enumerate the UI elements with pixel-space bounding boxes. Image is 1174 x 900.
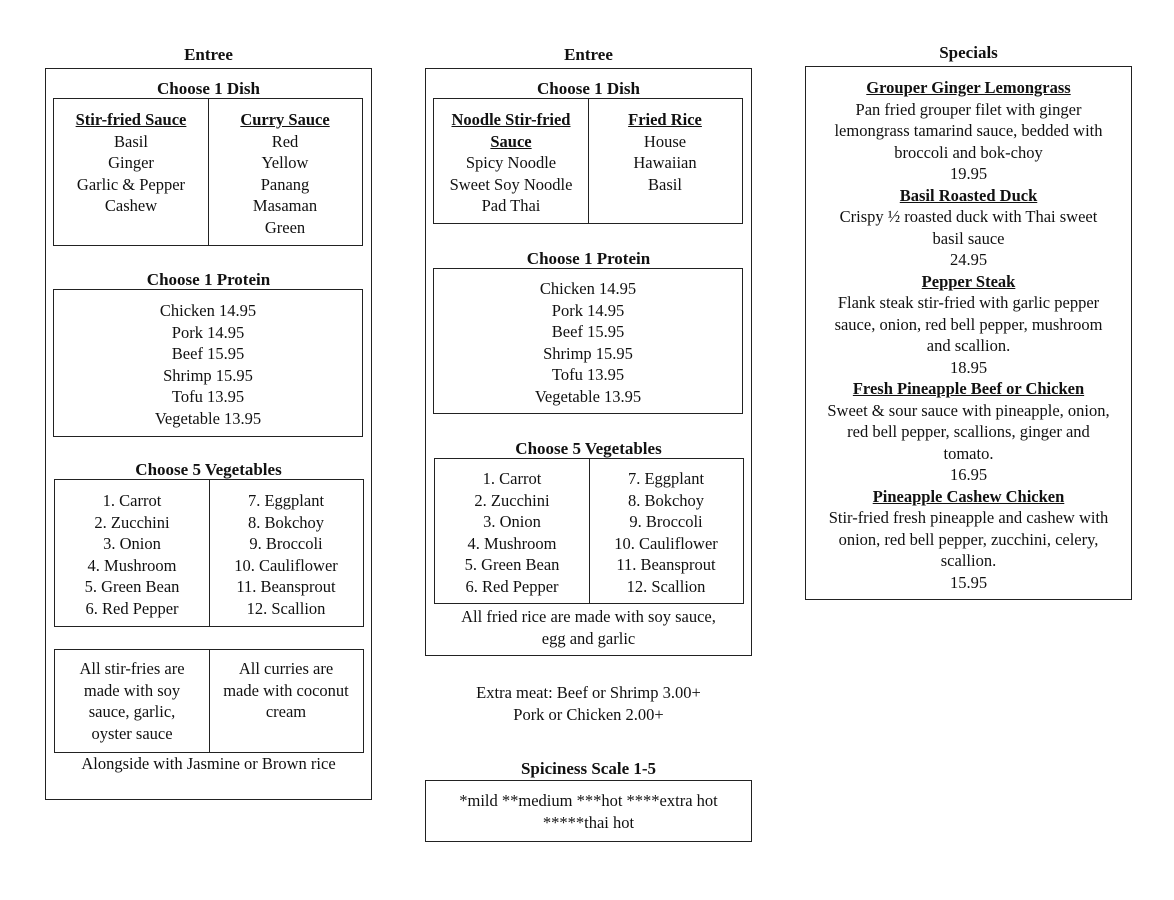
note-line: sauce, garlic, xyxy=(88,702,176,721)
stir-fried-sauce-header: Stir-fried Sauce xyxy=(75,110,187,129)
list-item: 9. Broccoli xyxy=(249,534,323,553)
special-price: 18.95 xyxy=(949,357,988,377)
special-desc: broccoli and bok-choy xyxy=(894,142,1043,162)
note-line: All fried rice are made with soy sauce, xyxy=(461,607,716,626)
special-desc: basil sauce xyxy=(932,228,1005,248)
list-item: 12. Scallion xyxy=(246,598,326,618)
list-item: Sweet Soy Noodle xyxy=(449,174,573,194)
spiciness-title: Spiciness Scale 1-5 xyxy=(520,759,657,778)
veg-left-column xyxy=(55,490,209,619)
specials-list xyxy=(806,77,1131,593)
special-name: Grouper Ginger Lemongrass xyxy=(866,78,1071,97)
list-item: 9. Broccoli xyxy=(629,512,703,531)
curry-note xyxy=(209,658,363,723)
special-price: 19.95 xyxy=(949,164,988,183)
list-item: 10. Cauliflower xyxy=(614,533,718,553)
col1-protein-table xyxy=(53,289,363,437)
list-item: Panang xyxy=(260,174,310,194)
list-item: 7. Eggplant xyxy=(627,469,705,488)
protein-list xyxy=(54,300,362,429)
list-item: 6. Red Pepper xyxy=(85,598,179,618)
special-desc: scallion. xyxy=(940,551,997,570)
list-item: Ginger xyxy=(108,153,154,172)
col1-footer-note: Alongside with Jasmine or Brown rice xyxy=(81,754,336,773)
list-item: 1. Carrot xyxy=(102,491,162,510)
list-item: Pad Thai xyxy=(481,196,541,215)
special-name: Fresh Pineapple Beef or Chicken xyxy=(852,379,1085,398)
list-item: Yellow xyxy=(261,153,309,172)
special-desc: Flank steak stir-fried with garlic pepper xyxy=(837,293,1100,312)
col1-notes-table xyxy=(54,649,364,753)
list-item: 11. Beansprout xyxy=(616,555,716,574)
list-item: Vegetable 13.95 xyxy=(154,408,262,428)
list-item: 8. Bokchoy xyxy=(627,490,705,510)
special-desc: onion, red bell pepper, zucchini, celery, xyxy=(838,529,1099,549)
col1-panel xyxy=(45,68,372,800)
col1-title: Entree xyxy=(184,45,233,64)
curry-sauce-header: Curry Sauce xyxy=(240,110,330,129)
veg-right-column xyxy=(209,490,363,619)
col2-dish-table xyxy=(433,98,743,224)
col1-dish-title: Choose 1 Dish xyxy=(157,79,260,98)
protein-list xyxy=(434,278,742,407)
col2-veg-table xyxy=(434,458,744,604)
list-item: 3. Onion xyxy=(483,512,541,531)
col1-veg-title: Choose 5 Vegetables xyxy=(135,460,282,479)
note-line: All curries are xyxy=(238,659,334,678)
list-item: 4. Mushroom xyxy=(87,555,177,575)
col1-protein-title: Choose 1 Protein xyxy=(146,270,271,289)
special-desc: Stir-fried fresh pineapple and cashew with xyxy=(828,508,1109,527)
special-name: Pineapple Cashew Chicken xyxy=(872,486,1065,506)
list-item: Masaman xyxy=(252,196,318,215)
list-item: 12. Scallion xyxy=(626,576,706,596)
list-item: Green xyxy=(264,217,306,237)
note-line: *mild **medium ***hot ****extra hot xyxy=(459,791,718,810)
list-item: 6. Red Pepper xyxy=(465,576,559,596)
list-item: Beef 15.95 xyxy=(551,322,625,341)
list-item: Vegetable 13.95 xyxy=(534,386,642,406)
list-item: Chicken 14.95 xyxy=(159,301,257,320)
special-price: 15.95 xyxy=(949,572,988,592)
note-line: *****thai hot xyxy=(542,812,635,832)
noodle-header: Noodle Stir-fried xyxy=(451,110,571,129)
list-item: Pork 14.95 xyxy=(171,322,245,342)
note-line: Pork or Chicken 2.00+ xyxy=(513,704,664,724)
list-item: 2. Zucchini xyxy=(474,490,550,510)
col2-protein-title: Choose 1 Protein xyxy=(526,249,651,268)
list-item: Tofu 13.95 xyxy=(171,387,245,406)
note-line: made with coconut xyxy=(223,680,349,700)
col1-dish-table xyxy=(53,98,363,246)
stir-fry-note xyxy=(55,658,209,744)
list-item: Spicy Noodle xyxy=(465,153,557,172)
list-item: Pork 14.95 xyxy=(551,300,625,320)
note-line: All stir-fries are xyxy=(79,659,185,678)
special-price: 24.95 xyxy=(949,250,988,269)
special-desc: tomato. xyxy=(943,443,994,463)
note-line: made with soy xyxy=(83,680,181,700)
list-item: Shrimp 15.95 xyxy=(543,343,633,363)
list-item: 11. Beansprout xyxy=(236,577,336,596)
list-item: 3. Onion xyxy=(103,534,161,553)
note-line: oyster sauce xyxy=(91,723,173,743)
list-item: 1. Carrot xyxy=(482,469,542,488)
col1-veg-table xyxy=(54,479,364,627)
special-desc: Sweet & sour sauce with pineapple, onion, xyxy=(827,400,1110,420)
list-item: 4. Mushroom xyxy=(467,533,557,553)
special-desc: and scallion. xyxy=(926,336,1011,355)
list-item: Garlic & Pepper xyxy=(76,174,186,194)
list-item: 5. Green Bean xyxy=(84,577,180,596)
list-item: 7. Eggplant xyxy=(247,491,325,510)
special-desc: sauce, onion, red bell pepper, mushroom xyxy=(834,314,1103,334)
note-line: cream xyxy=(265,702,307,721)
spiciness-box xyxy=(425,780,752,842)
specials-title: Specials xyxy=(939,43,998,62)
list-item: Beef 15.95 xyxy=(171,344,245,363)
list-item: 5. Green Bean xyxy=(464,555,560,574)
special-desc: lemongrass tamarind sauce, bedded with xyxy=(834,121,1103,140)
noodle-column xyxy=(434,109,588,217)
list-item: 8. Bokchoy xyxy=(247,512,325,532)
fried-rice-header: Fried Rice xyxy=(628,110,702,129)
list-item: Basil xyxy=(114,131,148,151)
col2-panel xyxy=(425,68,752,656)
extra-meat-note xyxy=(425,682,752,725)
col2-veg-title: Choose 5 Vegetables xyxy=(515,439,662,458)
col2-title: Entree xyxy=(564,45,613,64)
note-line: egg and garlic xyxy=(541,628,636,648)
special-name: Basil Roasted Duck xyxy=(899,185,1038,205)
list-item: 2. Zucchini xyxy=(94,512,170,532)
fried-rice-note xyxy=(426,606,751,649)
stir-fried-sauce-column xyxy=(54,109,208,217)
col2-protein-table xyxy=(433,268,743,414)
col2-dish-title: Choose 1 Dish xyxy=(537,79,640,98)
fried-rice-column xyxy=(588,109,742,195)
list-item: Chicken 14.95 xyxy=(539,279,637,298)
special-desc: Pan fried grouper filet with ginger xyxy=(855,99,1082,119)
list-item: Red xyxy=(271,131,299,151)
list-item: Tofu 13.95 xyxy=(551,365,625,384)
curry-sauce-column xyxy=(208,109,362,238)
list-item: 10. Cauliflower xyxy=(234,555,338,575)
note-line: Extra meat: Beef or Shrimp 3.00+ xyxy=(476,683,701,702)
special-name: Pepper Steak xyxy=(921,271,1016,291)
spiciness-scale xyxy=(426,790,751,833)
special-desc: Crispy ½ roasted duck with Thai sweet xyxy=(839,207,1098,226)
specials-panel xyxy=(805,66,1132,600)
list-item: Shrimp 15.95 xyxy=(163,365,253,385)
list-item: Cashew xyxy=(104,196,158,215)
veg-right-column xyxy=(589,468,743,597)
list-item: Basil xyxy=(648,174,682,194)
list-item: Hawaiian xyxy=(633,153,697,172)
noodle-header: Sauce xyxy=(490,131,532,151)
veg-left-column xyxy=(435,468,589,597)
list-item: House xyxy=(643,131,687,151)
special-price: 16.95 xyxy=(949,465,988,484)
special-desc: red bell pepper, scallions, ginger and xyxy=(847,422,1090,441)
